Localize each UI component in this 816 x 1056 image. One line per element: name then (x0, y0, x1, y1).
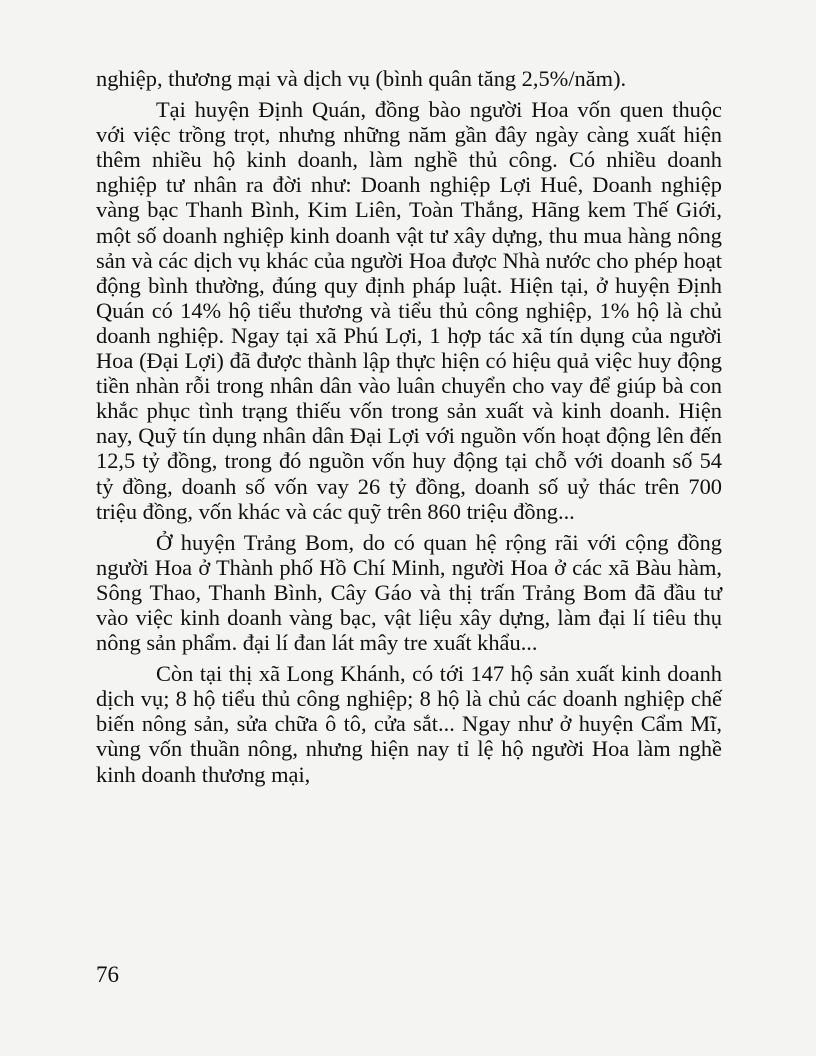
paragraph-3: Ở huyện Trảng Bom, do có quan hệ rộng rãi với cộng đồng người Hoa ở Thành phố Hồ Chí Minh, người Hoa ở các xã Bàu hàm, Sông Thao, Thanh Bình, Cây Gáo và thị trấn Trảng Bom đã đầu tư vào việc kinh doanh vàng bạc, vật liệu xây dựng, làm đại lí tiêu thụ nông sản phẩm. đại lí đan lát mây tre xuất khẩu... (96, 529, 722, 656)
paragraph-4: Còn tại thị xã Long Khánh, có tới 147 hộ sản xuất kinh doanh dịch vụ; 8 hộ tiểu thủ công nghiệp; 8 hộ là chủ các doanh nghiệp chế biến nông sản, sửa chữa ô tô, cửa sắt... Ngay như ở huyện Cẩm Mĩ, vùng vốn thuần nông, nhưng hiện nay tỉ lệ hộ người Hoa làm nghề kinh doanh thương mại, (96, 661, 722, 787)
paragraph-2: Tại huyện Định Quán, đồng bào người Hoa vốn quen thuộc với việc trồng trọt, nhưng những năm gần đây ngày càng xuất hiện thêm nhiều hộ kinh doanh, làm nghề thủ công. Có nhiều doanh nghiệp tư nhân ra đời như: Doanh nghiệp Lợi Huê, Doanh nghiệp vàng bạc Thanh Bình, Kim Liên, Toàn Thắng, Hãng kem Thế Giới, một số doanh nghiệp kinh doanh vật tư xây dựng, thu mua hàng nông sản và các dịch vụ khác của người Hoa được Nhà nước cho phép hoạt động bình thường, đúng quy định pháp luật. Hiện tại, ở huyện Định Quán có 14% hộ tiểu thương và tiểu thủ công nghiệp, 1% hộ là chủ doanh nghiệp. Ngay tại xã Phú Lợi, 1 hợp tác xã tín dụng của người Hoa (Đại Lợi) đã được thành lập thực hiện có hiệu quả việc huy động tiền nhàn rỗi trong nhân dân vào luân chuyển cho vay để giúp bà con khắc phục tình trạng thiếu vốn trong sản xuất và kinh doanh. Hiện nay, Quỹ tín dụng nhân dân Đại Lợi với nguồn vốn hoạt động lên đến 12,5 tỷ đồng, trong đó nguồn vốn huy động tại chỗ với doanh số 54 tỷ đồng, doanh số vốn vay 26 tỷ đồng, doanh số uỷ thác trên 700 triệu đồng, vốn khác và các quỹ trên 860 triệu đồng... (96, 97, 722, 524)
paragraph-1: nghiệp, thương mại và dịch vụ (bình quân tăng 2,5%/năm). (96, 66, 627, 91)
page-number: 76 (96, 962, 119, 987)
body-text (96, 66, 722, 787)
